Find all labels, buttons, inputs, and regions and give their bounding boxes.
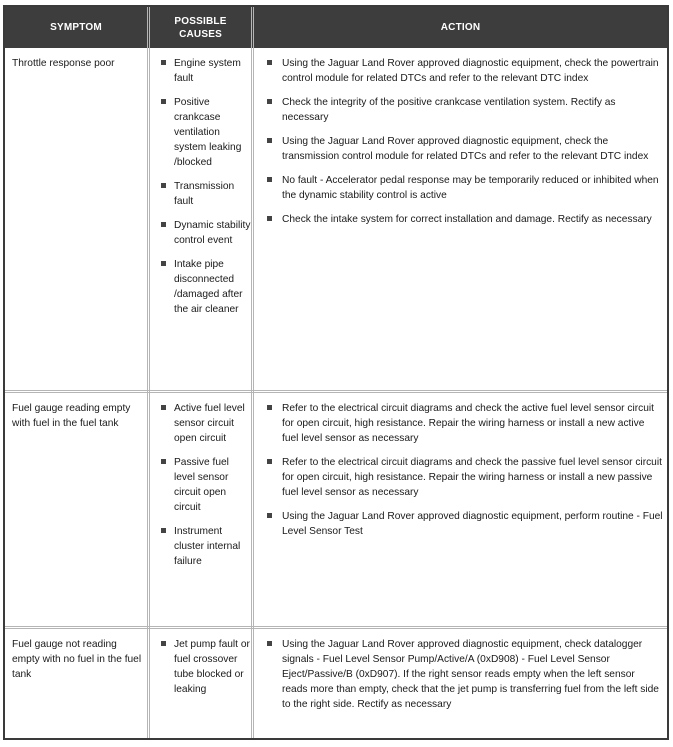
square-bullet-icon [161, 183, 166, 188]
header-action: ACTION [440, 22, 481, 33]
symptom-cell: Fuel gauge not reading empty with no fuel in the fuel tank [12, 639, 142, 680]
square-bullet-icon [161, 99, 166, 104]
action-item: Using the Jaguar Land Rover approved diagnostic equipment, check datalogger signals - Fuel Level Sensor Pump/Active/A (0xD908) - Fuel Level Sensor Eject/Passive/B (0xD907). If the right sensor reads empty when the left sensor reads more than empty, check that the jet pump is transferring fuel from the left side to the right side. Rectify as necessary [265, 637, 663, 712]
square-bullet-icon [267, 99, 272, 104]
action-item: No fault - Accelerator pedal response may be temporarily reduced or inhibited when the dynamic stability control is active [265, 173, 663, 203]
action-item: Using the Jaguar Land Rover approved diagnostic equipment, perform routine - Fuel Level Sensor Test [265, 509, 663, 539]
row-divider [5, 626, 667, 629]
symptom-cell: Throttle response poor [12, 58, 115, 69]
row-divider [5, 390, 667, 393]
symptom-cell: Fuel gauge reading empty with fuel in the fuel tank [12, 403, 131, 429]
header-possible-causes [150, 7, 251, 48]
square-bullet-icon [267, 216, 272, 221]
square-bullet-icon [161, 459, 166, 464]
diagnostic-table [3, 5, 669, 740]
square-bullet-icon [161, 405, 166, 410]
actions-cell [265, 637, 663, 721]
square-bullet-icon [161, 528, 166, 533]
cause-item: Instrument cluster internal failure [159, 524, 251, 569]
action-item: Using the Jaguar Land Rover approved diagnostic equipment, check the transmission control module for related DTCs and refer to the relevant DTC index [265, 134, 663, 164]
cause-item: Dynamic stability control event [159, 218, 251, 248]
square-bullet-icon [267, 177, 272, 182]
square-bullet-icon [267, 513, 272, 518]
square-bullet-icon [267, 60, 272, 65]
cause-item: Engine system fault [159, 56, 251, 86]
cause-item: Jet pump fault or fuel crossover tube blocked or leaking [159, 637, 251, 697]
square-bullet-icon [161, 261, 166, 266]
causes-cell [159, 56, 251, 326]
action-item: Check the intake system for correct installation and damage. Rectify as necessary [265, 212, 663, 227]
square-bullet-icon [161, 222, 166, 227]
cause-item: Passive fuel level sensor circuit open circuit [159, 455, 251, 515]
header-symptom: SYMPTOM [50, 22, 102, 33]
causes-cell [159, 637, 251, 706]
action-item: Refer to the electrical circuit diagrams and check the passive fuel level sensor circuit for open circuit, high resistance. Repair the wiring harness or install a new passive fuel level sensor as necessary [265, 455, 663, 500]
square-bullet-icon [267, 641, 272, 646]
cause-item: Transmission fault [159, 179, 251, 209]
actions-cell [265, 401, 663, 548]
square-bullet-icon [161, 60, 166, 65]
action-item: Using the Jaguar Land Rover approved diagnostic equipment, check the powertrain control module for related DTCs and refer to the relevant DTC index [265, 56, 663, 86]
actions-cell [265, 56, 663, 236]
table-header [5, 7, 667, 48]
square-bullet-icon [267, 138, 272, 143]
action-item: Refer to the electrical circuit diagrams and check the active fuel level sensor circuit for open circuit, high resistance. Repair the wiring harness or install a new active fuel level sensor as necessary [265, 401, 663, 446]
square-bullet-icon [161, 641, 166, 646]
square-bullet-icon [267, 459, 272, 464]
header-causes-line2: CAUSES [179, 28, 222, 40]
square-bullet-icon [267, 405, 272, 410]
action-item: Check the integrity of the positive crankcase ventilation system. Rectify as necessary [265, 95, 663, 125]
header-causes-line1: POSSIBLE [174, 15, 227, 27]
cause-item: Intake pipe disconnected /damaged after the air cleaner [159, 257, 251, 317]
cause-item: Active fuel level sensor circuit open circuit [159, 401, 251, 446]
causes-cell [159, 401, 251, 578]
cause-item: Positive crankcase ventilation system leaking /blocked [159, 95, 251, 170]
